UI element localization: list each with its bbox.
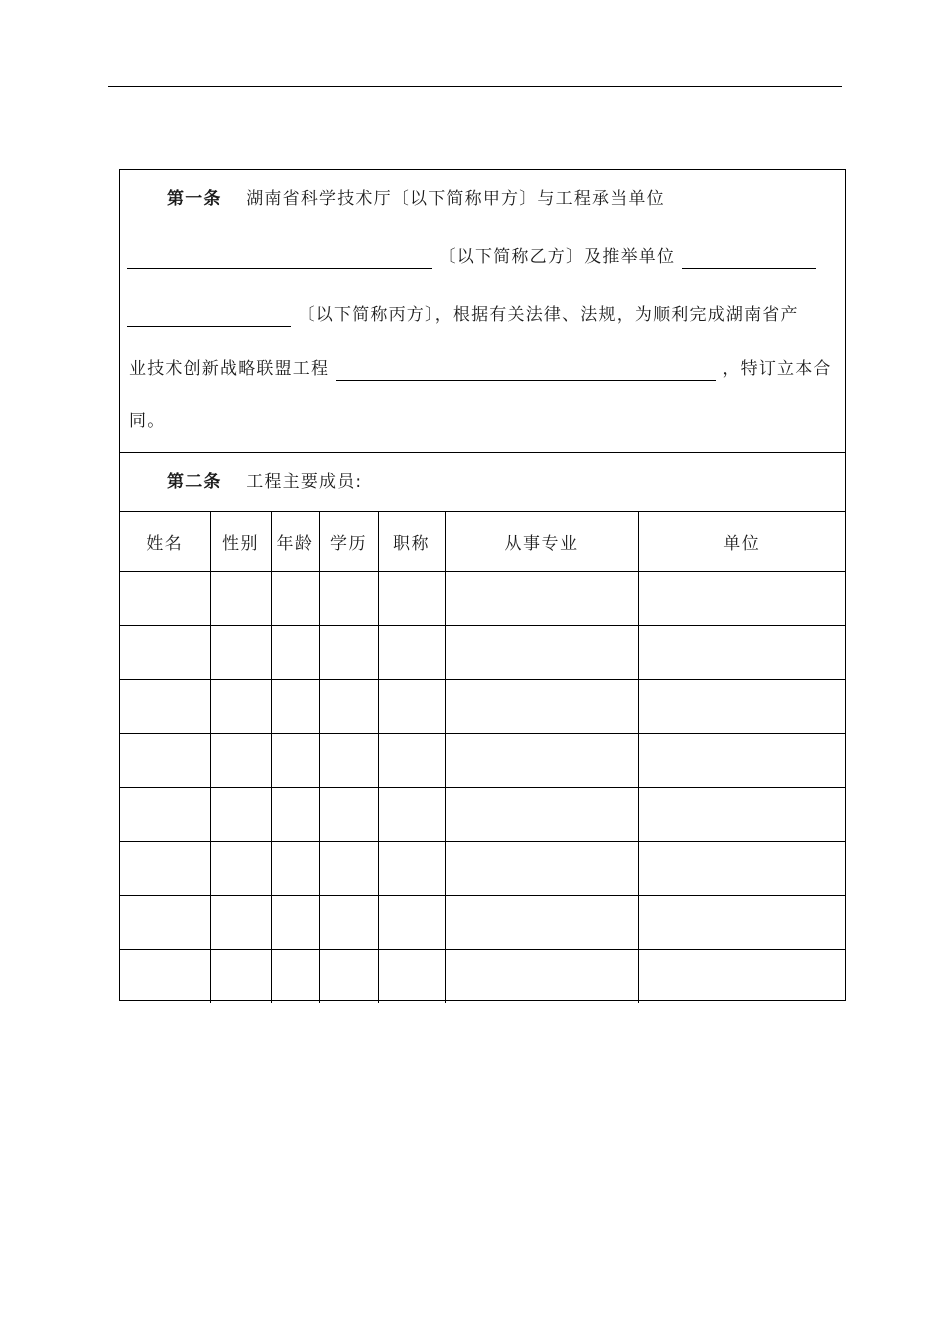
cell-name[interactable] — [120, 895, 210, 949]
page-header-rule — [108, 86, 842, 87]
cell-unit[interactable] — [638, 733, 845, 787]
table-row — [120, 841, 845, 895]
recommender-blank[interactable] — [682, 246, 816, 269]
cell-education[interactable] — [319, 625, 378, 679]
cell-age[interactable] — [271, 787, 319, 841]
contractor-blank[interactable] — [127, 246, 432, 269]
article-one-text-2: 〔以下简称乙方〕及推举单位 — [438, 247, 676, 267]
cell-education[interactable] — [319, 787, 378, 841]
cell-unit[interactable] — [638, 625, 845, 679]
cell-title[interactable] — [378, 679, 445, 733]
cell-education[interactable] — [319, 895, 378, 949]
article-two-heading: 第二条 — [167, 472, 222, 492]
cell-name[interactable] — [120, 733, 210, 787]
members-table — [120, 512, 845, 1003]
article-two-text: 工程主要成员: — [246, 472, 363, 492]
table-row — [120, 571, 845, 625]
cell-name[interactable] — [120, 841, 210, 895]
header-education: 学历 — [319, 512, 378, 571]
cell-gender[interactable] — [210, 949, 271, 1003]
cell-title[interactable] — [378, 625, 445, 679]
cell-education[interactable] — [319, 679, 378, 733]
cell-name[interactable] — [120, 625, 210, 679]
cell-unit[interactable] — [638, 679, 845, 733]
header-unit: 单位 — [638, 512, 845, 571]
cell-name[interactable] — [120, 571, 210, 625]
cell-title[interactable] — [378, 841, 445, 895]
header-age: 年龄 — [271, 512, 319, 571]
cell-unit[interactable] — [638, 571, 845, 625]
cell-specialty[interactable] — [445, 571, 638, 625]
cell-name[interactable] — [120, 949, 210, 1003]
header-gender: 性别 — [210, 512, 271, 571]
article-one-line-5 — [120, 409, 845, 433]
article-one-text-4: 业技术创新战略联盟工程 — [129, 359, 330, 379]
cell-education[interactable] — [319, 949, 378, 1003]
cell-age[interactable] — [271, 679, 319, 733]
cell-gender[interactable] — [210, 625, 271, 679]
article-one-text-4-tail: ，特订立本合 — [722, 359, 832, 379]
cell-title[interactable] — [378, 949, 445, 1003]
cell-specialty[interactable] — [445, 841, 638, 895]
article-two-section — [120, 453, 845, 512]
cell-education[interactable] — [319, 571, 378, 625]
cell-education[interactable] — [319, 841, 378, 895]
article-one-line-1 — [120, 187, 845, 211]
cell-age[interactable] — [271, 625, 319, 679]
table-row — [120, 733, 845, 787]
cell-gender[interactable] — [210, 895, 271, 949]
cell-gender[interactable] — [210, 841, 271, 895]
cell-specialty[interactable] — [445, 625, 638, 679]
cell-age[interactable] — [271, 949, 319, 1003]
article-one-section — [120, 170, 845, 453]
contract-frame — [119, 169, 846, 1001]
cell-gender[interactable] — [210, 571, 271, 625]
cell-unit[interactable] — [638, 787, 845, 841]
cell-title[interactable] — [378, 571, 445, 625]
third-party-blank[interactable] — [127, 304, 291, 327]
table-row — [120, 679, 845, 733]
cell-age[interactable] — [271, 733, 319, 787]
article-one-line-3 — [120, 303, 845, 327]
article-one-line-4 — [120, 357, 845, 381]
article-two-line — [120, 470, 845, 494]
cell-specialty[interactable] — [445, 895, 638, 949]
table-row — [120, 625, 845, 679]
cell-gender[interactable] — [210, 679, 271, 733]
cell-name[interactable] — [120, 787, 210, 841]
article-one-text-5: 同。 — [129, 411, 166, 431]
article-one-line-2 — [120, 245, 845, 269]
table-row — [120, 949, 845, 1003]
cell-specialty[interactable] — [445, 787, 638, 841]
table-row — [120, 787, 845, 841]
header-title: 职称 — [378, 512, 445, 571]
cell-gender[interactable] — [210, 787, 271, 841]
header-name: 姓名 — [120, 512, 210, 571]
article-one-text-1: 湖南省科学技术厅〔以下简称甲方〕与工程承当单位 — [246, 189, 665, 209]
article-one-heading: 第一条 — [167, 189, 222, 209]
members-header-row — [120, 512, 845, 571]
cell-title[interactable] — [378, 787, 445, 841]
cell-title[interactable] — [378, 733, 445, 787]
cell-name[interactable] — [120, 679, 210, 733]
table-row — [120, 895, 845, 949]
cell-education[interactable] — [319, 733, 378, 787]
cell-specialty[interactable] — [445, 679, 638, 733]
cell-age[interactable] — [271, 571, 319, 625]
article-one-text-3: 〔以下简称丙方〕，根据有关法律、法规，为顺利完成湖南省产 — [297, 305, 799, 325]
header-specialty: 从事专业 — [445, 512, 638, 571]
cell-age[interactable] — [271, 895, 319, 949]
cell-specialty[interactable] — [445, 733, 638, 787]
cell-unit[interactable] — [638, 895, 845, 949]
cell-title[interactable] — [378, 895, 445, 949]
cell-unit[interactable] — [638, 841, 845, 895]
cell-gender[interactable] — [210, 733, 271, 787]
cell-unit[interactable] — [638, 949, 845, 1003]
project-name-blank[interactable] — [336, 358, 716, 381]
cell-specialty[interactable] — [445, 949, 638, 1003]
cell-age[interactable] — [271, 841, 319, 895]
